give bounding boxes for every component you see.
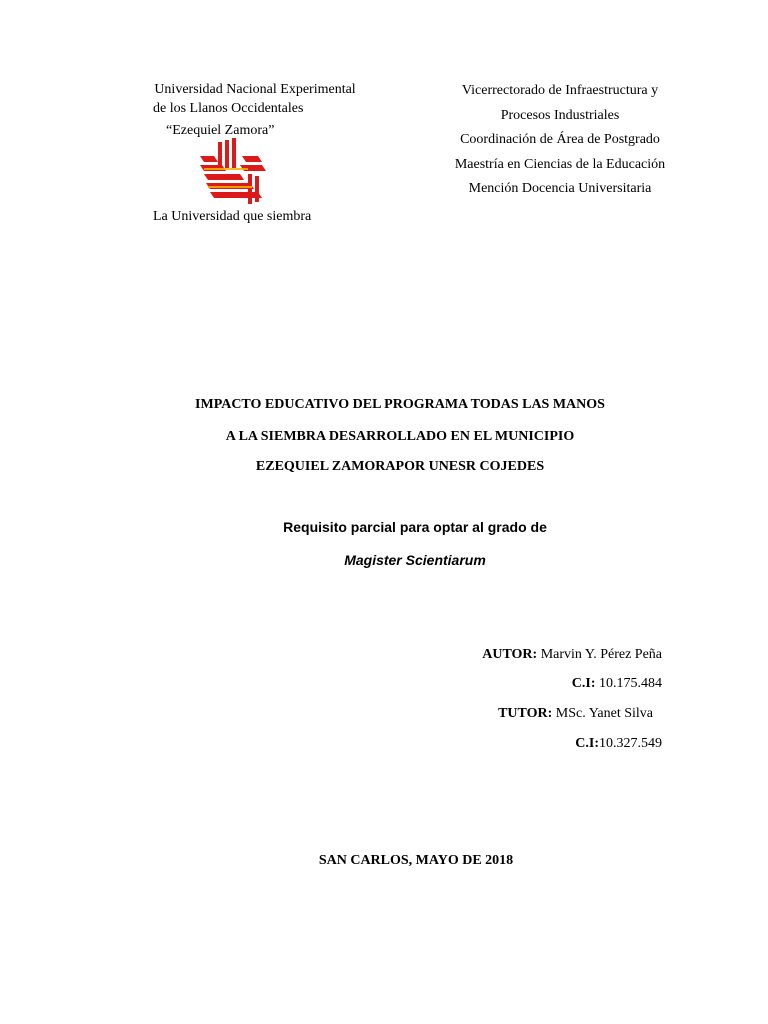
author-ci-line [380,677,662,691]
university-name-line1: Universidad Nacional Experimental [154,82,356,97]
vicerrectorado-line2: Procesos Industriales [500,108,620,123]
university-slogan: La Universidad que siembra [153,209,312,224]
university-name-line2: de los Llanos Occidentales [153,101,304,116]
tutor-label: TUTOR: [498,706,553,721]
tutor-value: MSc. Yanet Silva [552,706,653,721]
author-label: AUTOR: [482,647,538,662]
author-value: Marvin Y. Pérez Peña [537,647,662,662]
coordination-line: Coordinación de Área de Postgrado [460,132,660,147]
thesis-title-line2: A LA SIEMBRA DESARROLLADO EN EL MUNICIPIO [225,429,575,444]
author-line [380,648,662,662]
place-and-date: SAN CARLOS, MAYO DE 2018 [318,853,514,868]
tutor-ci-value: 10.327.549 [599,736,662,751]
vicerrectorado-line1: Vicerrectorado de Infraestructura y [461,83,659,98]
thesis-title-line1: IMPACTO EDUCATIVO DEL PROGRAMA TODAS LAS MANOS [195,397,605,412]
author-ci-label: C.I: [571,676,596,691]
author-ci-value: 10.175.484 [595,676,662,691]
unellez-logo [196,138,268,208]
tutor-ci-label: C.I: [575,736,599,751]
university-name-line3: “Ezequiel Zamora” [166,123,275,138]
thesis-title-line3: EZEQUIEL ZAMORAPOR UNESR COJEDES [255,459,545,474]
requisite-text: Requisito parcial para optar al grado de [283,519,547,535]
degree-name: Magister Scientiarum [344,552,486,568]
mention-line: Mención Docencia Universitaria [468,181,652,196]
masters-program-line: Maestría en Ciencias de la Educación [454,157,666,172]
tutor-line [380,707,653,721]
tutor-ci-line [380,737,662,751]
